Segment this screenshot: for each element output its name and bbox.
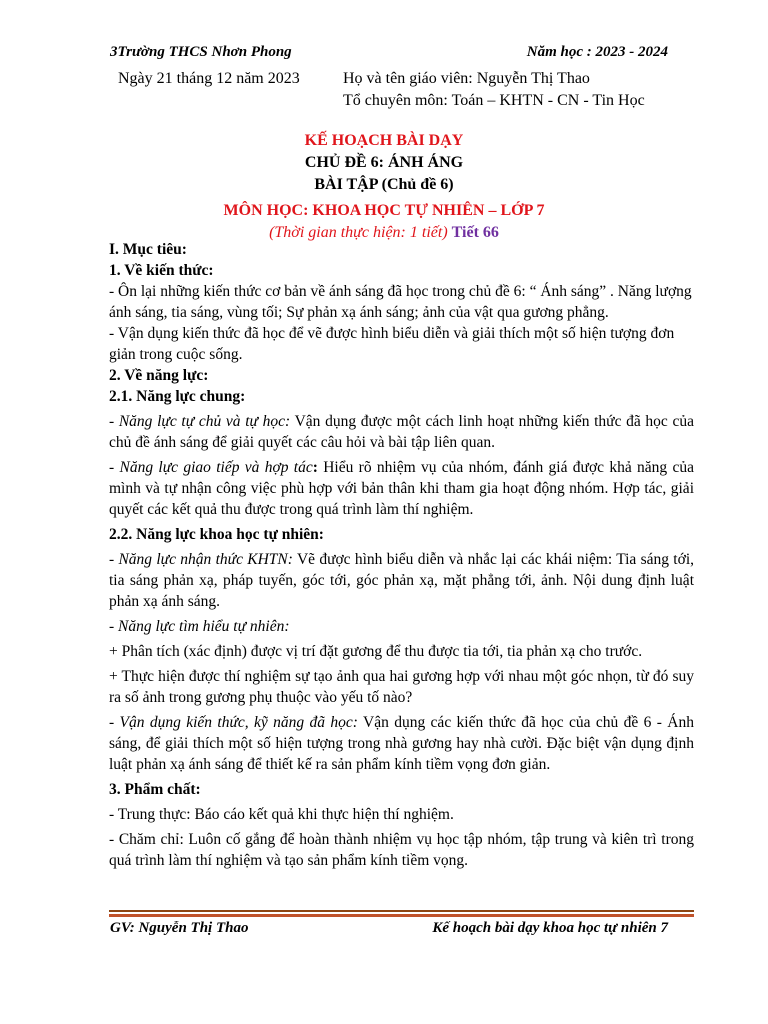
title-block: [100, 130, 668, 244]
footer-rule-thick: [109, 914, 694, 917]
competency-application-text: Vận dụng các kiến thức đã học của chủ đề 6 - Ánh sáng, để giải thích một số hiện tượng trong nhà gương hay nhà cười. Đặc biệt vận dụng định luật phản xạ ánh sáng để thiết kế ra sản phẩm kính tiềm vọng đơn giản.: [109, 714, 694, 773]
plan-title: KẾ HOẠCH BÀI DẠY: [304, 132, 464, 149]
knowledge-item-2: - Vận dụng kiến thức đã học để vẽ được hình biểu diễn và giải thích một số hiện tượng đơn giản trong cuộc sống.: [109, 325, 675, 363]
teacher-info: [343, 68, 645, 112]
footer-teacher: GV: Nguyễn Thị Thao: [110, 920, 249, 936]
competency-cognition-label: - Năng lực nhận thức KHTN:: [109, 551, 293, 568]
school-name: 3Trường THCS Nhơn Phong: [110, 44, 292, 60]
exploration-item-1: + Phân tích (xác định) được vị trí đặt gương để thu được tia tới, tia phản xạ cho trước.: [109, 643, 643, 660]
section-competency: 2. Về năng lực:: [109, 367, 209, 384]
competency-exploration-label-text: - Năng lực tìm hiểu tự nhiên:: [109, 618, 290, 635]
competency-exploration-label: [109, 616, 694, 637]
period-label: Tiết 66: [451, 224, 499, 241]
time-text: (Thời gian thực hiện: 1 tiết): [269, 224, 448, 241]
knowledge-item-1: - Ôn lại những kiến thức cơ bản về ánh sáng đã học trong chủ đề 6: “ Ánh sáng” . Năng lượng ánh sáng, tia sáng, vùng tối; Sự phản xạ ánh sáng; ảnh của vật qua gương phẳng.: [109, 283, 692, 321]
teacher-name: Họ và tên giáo viên: Nguyễn Thị Thao: [343, 70, 590, 87]
competency-communication-label: - Năng lực giao tiếp và hợp tác: [109, 459, 313, 476]
competency-communication-text: Hiểu rõ nhiệm vụ của nhóm, đánh giá được khả năng của mình và tự nhận công việc phù hợp với bản thân khi tham gia hoạt động nhóm. Hợp tác, giải quyết các kết quả thu được trong quá trình làm thí nghiệm.: [109, 459, 694, 518]
competency-self-study-label: - Năng lực tự chủ và tự học:: [109, 413, 291, 430]
section-knowledge: 1. Về kiến thức:: [109, 262, 214, 279]
section-general-competency: 2.1. Năng lực chung:: [109, 388, 246, 405]
footer-divider: [109, 910, 694, 918]
exploration-item-2: + Thực hiện được thí nghiệm sự tạo ảnh qua hai gương hợp với nhau một góc nhọn, từ đó suy ra số ảnh trong gương phụ thuộc vào yếu tố nào?: [109, 668, 694, 706]
competency-application-label: - Vận dụng kiến thức, kỹ năng đã học:: [109, 714, 358, 731]
page-header: [110, 44, 668, 61]
competency-communication: [109, 457, 694, 520]
competency-self-study: [109, 411, 694, 453]
competency-communication-colon: :: [312, 459, 318, 476]
competency-cognition: [109, 549, 694, 612]
section-science-competency: 2.2. Năng lực khoa học tự nhiên:: [109, 526, 324, 543]
exercise-title: BÀI TẬP (Chủ đề 6): [314, 176, 454, 193]
main-content: [109, 239, 694, 871]
date-line: Ngày 21 tháng 12 năm 2023: [118, 70, 300, 87]
competency-self-study-text: Vận dụng được một cách linh hoạt những kiến thức đã học của chủ đề ánh sáng để giải quyết các câu hỏi và bài tập liên quan.: [109, 413, 695, 451]
competency-cognition-text: Vẽ được hình biểu diễn và nhắc lại các khái niệm: Tia sáng tới, tia sáng phản xạ, pháp tuyến, góc tới, góc phản xạ, mặt phẳng tới, ảnh. Nội dung định luật phản xạ ánh sáng.: [109, 551, 694, 610]
school-year: Năm học : 2023 - 2024: [526, 44, 668, 60]
subject-title: MÔN HỌC: KHOA HỌC TỰ NHIÊN – LỚP 7: [223, 202, 545, 219]
topic-title: CHỦ ĐỀ 6: ÁNH ÁNG: [304, 154, 464, 171]
competency-application: [109, 712, 694, 775]
section-qualities: 3. Phẩm chất:: [109, 781, 201, 798]
quality-honesty: - Trung thực: Báo cáo kết quả khi thực hiện thí nghiệm.: [109, 806, 454, 823]
footer-title: Kế hoạch bài dạy khoa học tự nhiên 7: [432, 920, 668, 936]
department-name: Tổ chuyên môn: Toán – KHTN - CN - Tin Học: [343, 92, 645, 109]
page-footer: [110, 920, 668, 937]
footer-rule-thin: [109, 910, 694, 912]
quality-diligence: - Chăm chỉ: Luôn cố gắng để hoàn thành nhiệm vụ học tập nhóm, tập trung và kiên trì trong quá trình làm thí nghiệm và tạo sản phẩm kính tiềm vọng.: [109, 831, 694, 869]
section-objectives: I. Mục tiêu:: [109, 241, 187, 258]
